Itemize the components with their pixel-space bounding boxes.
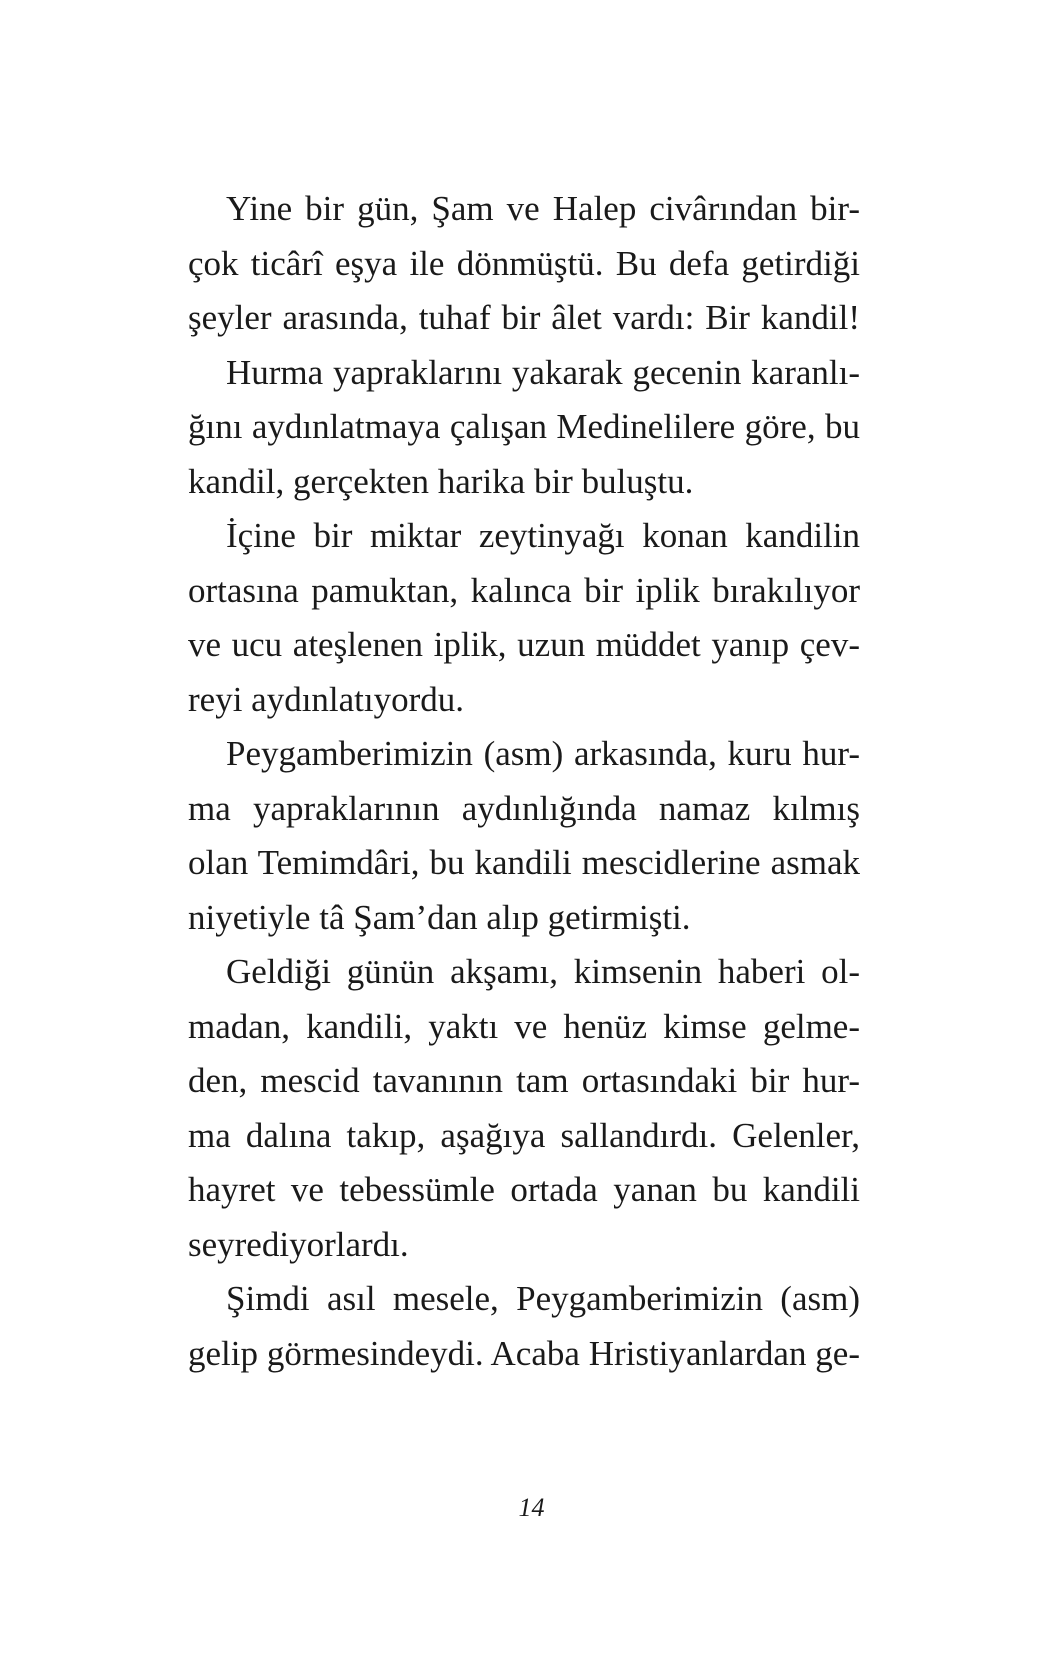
text-line: Yine bir gün, Şam ve Halep civârından bir- [226, 189, 860, 228]
text-line: Şimdi asıl mesele, Peygamberimizin (asm) [226, 1279, 860, 1318]
text-line: seyrediyorlardı. [188, 1224, 409, 1264]
text-line: kandil, gerçekten harika bir buluştu. [188, 461, 694, 501]
body-text [188, 182, 860, 1381]
text-line: Geldiği günün akşamı, kimsenin haberi ol- [226, 952, 860, 991]
text-line: ortasına pamuktan, kalınca bir iplik bırakılıyor [188, 570, 860, 610]
paragraph-4 [188, 727, 860, 945]
text-line: gelip görmesindeydi. Acaba Hristiyanlardan ge- [188, 1333, 860, 1373]
paragraph-1 [188, 182, 860, 346]
text-line: hayret ve tebessümle ortada yanan bu kandili [188, 1170, 860, 1209]
paragraph-6 [188, 1272, 860, 1381]
paragraph-5 [188, 945, 860, 1272]
text-line: den, mescid tavanının tam ortasındaki bir hur- [188, 1061, 860, 1100]
text-line: niyetiyle tâ Şam’dan alıp getirmişti. [188, 897, 691, 937]
text-line: ma dalına takıp, aşağıya sallandırdı. Gelenler, [188, 1115, 860, 1155]
text-line: Hurma yapraklarını yakarak gecenin karanlı- [226, 352, 860, 392]
text-line: İçine bir miktar zeytinyağı konan kandilin [226, 516, 860, 555]
page-number: 14 [518, 1493, 545, 1522]
text-line: çok ticârî eşya ile dönmüştü. Bu defa getirdiği [188, 243, 860, 283]
paragraph-3 [188, 509, 860, 727]
text-line: ğını aydınlatmaya çalışan Medinelilere göre, bu [188, 407, 860, 446]
text-line: madan, kandili, yaktı ve henüz kimse gelme- [188, 1006, 860, 1046]
text-line: ma yapraklarının aydınlığında namaz kılmış [188, 788, 860, 828]
text-line: olan Temimdâri, bu kandili mescidlerine asmak [188, 843, 860, 882]
text-line: ve ucu ateşlenen iplik, uzun müddet yanıp çev- [188, 625, 860, 664]
text-line: şeyler arasında, tuhaf bir âlet vardı: Bir kandil! [188, 298, 860, 337]
text-line: Peygamberimizin (asm) arkasında, kuru hur- [226, 734, 860, 773]
paragraph-2 [188, 346, 860, 510]
text-line: reyi aydınlatıyordu. [188, 679, 465, 719]
